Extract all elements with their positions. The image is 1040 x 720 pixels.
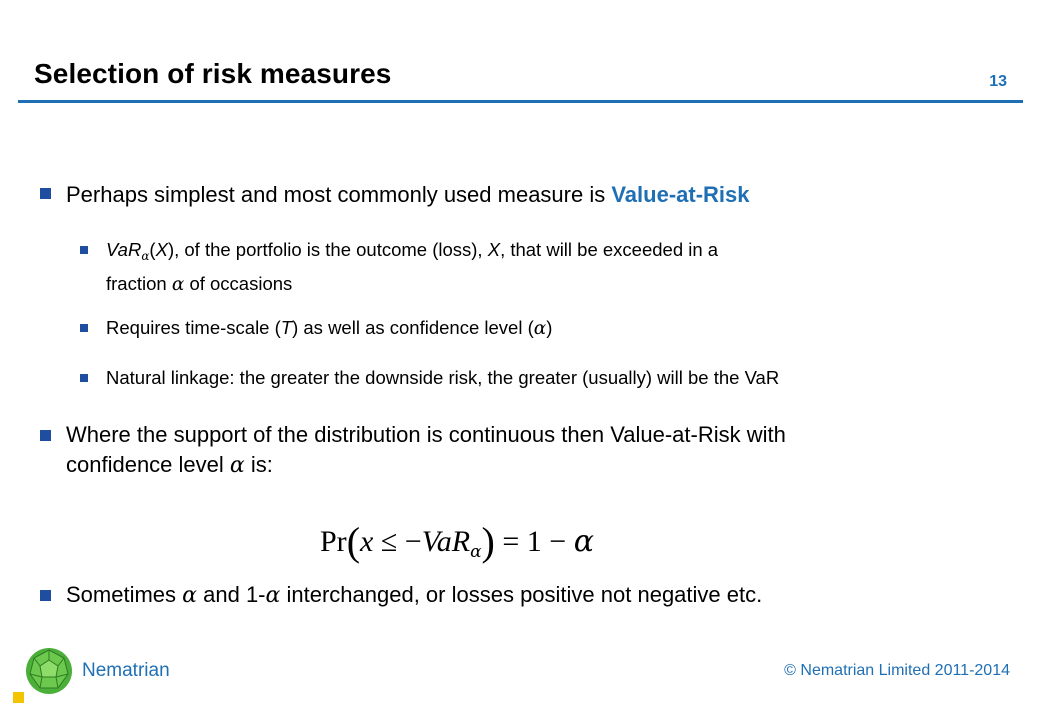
- x-symbol: X: [487, 239, 501, 260]
- text-fragment: ), of the portfolio is the outcome (loss),: [167, 239, 488, 260]
- alpha-symbol: α: [265, 583, 281, 608]
- formula-alpha-subscript: α: [470, 542, 482, 562]
- bullet-marker: [40, 188, 51, 199]
- x-symbol: X: [155, 239, 168, 260]
- bullet-marker: [40, 430, 51, 441]
- alpha-symbol: α: [533, 318, 547, 339]
- bullet-marker: [40, 590, 51, 601]
- text-fragment: , that will be exceeded in a: [500, 239, 719, 260]
- text-fragment: and 1-: [197, 582, 266, 607]
- bullet-continuous-support: [66, 420, 786, 481]
- t-symbol: T: [280, 317, 293, 338]
- formula-le: ≤ −: [373, 525, 422, 558]
- formula-rparen: ): [481, 519, 495, 564]
- bullet-text: Perhaps simplest and most commonly used measure is: [66, 182, 612, 207]
- formula-x: x: [360, 525, 374, 558]
- sub-bullet-var-definition: [106, 236, 718, 299]
- alpha-subscript: α: [141, 249, 150, 263]
- var-formula: [320, 518, 594, 565]
- alpha-symbol: α: [229, 453, 245, 478]
- corner-marker: [13, 692, 24, 703]
- footer-brand[interactable]: Nematrian: [82, 660, 170, 681]
- sub-bullet-marker: [80, 246, 88, 254]
- nematrian-logo-icon: [24, 646, 74, 696]
- text-fragment: (: [149, 239, 156, 260]
- footer-copyright: © Nematrian Limited 2011-2014: [784, 662, 1010, 679]
- text-fragment: Sometimes: [66, 582, 183, 607]
- text-fragment: is:: [244, 452, 273, 477]
- text-fragment: fraction: [106, 273, 172, 294]
- formula-var: VaR: [421, 525, 471, 558]
- formula-alpha: α: [573, 524, 594, 559]
- sub-bullet-marker: [80, 374, 88, 382]
- text-fragment: of occasions: [184, 273, 293, 294]
- title-divider: [18, 100, 1023, 103]
- formula-eq: = 1 −: [494, 525, 574, 558]
- text-fragment: confidence level: [66, 452, 230, 477]
- alpha-symbol: α: [171, 274, 185, 295]
- bullet-interchanged: [66, 580, 762, 611]
- text-fragment: Where the support of the distribution is continuous then Value-at-Risk with: [66, 422, 786, 447]
- text-fragment: ) as well as confidence level (: [292, 317, 534, 338]
- text-fragment: interchanged, or losses positive not negative etc.: [280, 582, 763, 607]
- text-fragment: ): [546, 317, 553, 338]
- formula-pr: Pr: [320, 525, 347, 558]
- alpha-symbol: α: [182, 583, 198, 608]
- sub-bullet-natural-linkage: Natural linkage: the greater the downside risk, the greater (usually) will be the VaR: [106, 367, 780, 388]
- sub-bullet-time-scale: [106, 314, 552, 343]
- slide-number: 13: [989, 73, 1007, 90]
- slide-title: Selection of risk measures: [34, 58, 392, 89]
- var-symbol: VaR: [106, 239, 142, 260]
- formula-lparen: (: [346, 519, 361, 564]
- text-fragment: Requires time-scale (: [106, 317, 281, 338]
- value-at-risk-highlight: Value-at-Risk: [611, 182, 750, 207]
- bullet-value-at-risk: [66, 180, 750, 210]
- sub-bullet-marker: [80, 324, 88, 332]
